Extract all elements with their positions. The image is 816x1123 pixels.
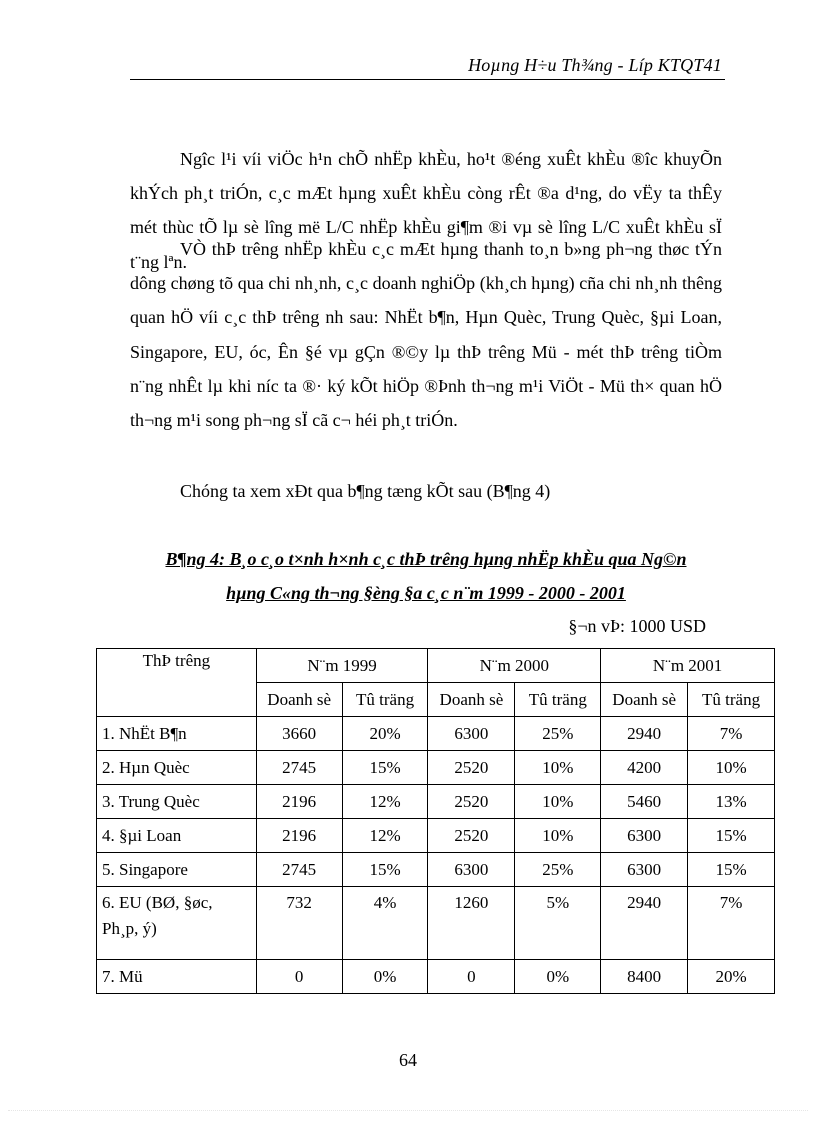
cell-value: 10% <box>515 751 601 785</box>
market-table <box>96 648 775 994</box>
cell-value: 13% <box>688 785 775 819</box>
subheader-share: Tû träng <box>688 683 775 717</box>
table-caption-line2: hµng C«ng th¬ng §èng §a c¸c n¨m 1999 - 2000 - 2001 <box>226 583 626 603</box>
cell-value: 7% <box>688 717 775 751</box>
table-header-row <box>97 649 775 683</box>
table-row <box>97 960 775 994</box>
cell-value: 10% <box>688 751 775 785</box>
cell-value: 2745 <box>256 853 342 887</box>
row-market: 1. NhËt B¶n <box>97 717 257 751</box>
cell-value: 15% <box>688 853 775 887</box>
header-year-1999: N¨m 1999 <box>256 649 428 683</box>
cell-value: 2520 <box>428 785 515 819</box>
row-market <box>97 887 257 960</box>
header-divider <box>130 79 725 80</box>
row-market: 4. §µi Loan <box>97 819 257 853</box>
row-market: 2. Hµn Quèc <box>97 751 257 785</box>
paragraph-2: VÒ thÞ trêng nhËp khÈu c¸c mÆt hµng thanh to¸n b»ng ph¬ng thøc tÝn dông chøng tõ qua chi nh¸nh, c¸c doanh nghiÖp (kh¸ch hµng) cña chi nh¸nh thêng quan hÖ víi c¸c thÞ trêng nh sau: NhËt b¶n, Hµn Quèc, Trung Quèc, §µi Loan, Singapore, EU, óc, Ên §é vµ gÇn ®©y lµ thÞ trêng Mü - mét thÞ trêng tiÒm n¨ng nhÊt lµ khi níc ta ®· ký kÕt hiÖp ®Þnh th¬ng m¹i ViÖt - Mü th× quan hÖ th¬ng m¹i song ph¬ng sÏ cã c¬ héi ph¸t triÓn. <box>130 239 722 431</box>
cell-value: 12% <box>342 819 428 853</box>
subheader-sales: Doanh sè <box>601 683 688 717</box>
table-row <box>97 853 775 887</box>
table-caption <box>98 542 754 610</box>
subheader-sales: Doanh sè <box>428 683 515 717</box>
cell-value: 10% <box>515 819 601 853</box>
cell-value: 25% <box>515 717 601 751</box>
cell-value: 6300 <box>601 853 688 887</box>
cell-value: 4% <box>342 887 428 960</box>
cell-value: 2520 <box>428 751 515 785</box>
cell-value: 2745 <box>256 751 342 785</box>
cell-value: 6300 <box>428 717 515 751</box>
cell-value: 7% <box>688 887 775 960</box>
cell-value: 20% <box>688 960 775 994</box>
cell-value: 2196 <box>256 785 342 819</box>
cell-value: 20% <box>342 717 428 751</box>
page-number: 64 <box>399 1050 417 1070</box>
cell-value: 15% <box>342 751 428 785</box>
row-market: 5. Singapore <box>97 853 257 887</box>
cell-value: 6300 <box>428 853 515 887</box>
row-market-line1: 6. EU (BØ, §øc, <box>102 893 213 912</box>
row-market: 7. Mü <box>97 960 257 994</box>
cell-value: 0% <box>515 960 601 994</box>
cell-value: 0 <box>256 960 342 994</box>
cell-value: 5% <box>515 887 601 960</box>
table-caption-line1: B¶ng 4: B¸o c¸o t×nh h×nh c¸c thÞ trêng hµng nhËp khÈu qua Ng©n <box>165 549 687 569</box>
unit-label: §¬n vÞ: 1000 USD <box>568 616 706 636</box>
table-row <box>97 887 775 960</box>
paragraph-1: Ngîc l¹i víi viÖc h¹n chÕ nhËp khÈu, ho¹t ®éng xuÊt khÈu ®îc khuyÕn khÝch ph¸t triÓn, c¸c mÆt hµng xuÊt khÈu còng rÊt ®a d¹ng, do vËy ta thÊy mét thùc tÕ lµ sè lîng më L/C nhËp khÈu gi¶m ®i vµ sè lîng L/C xuÊt khÈu sÏ t¨ng lªn. <box>130 149 722 272</box>
cell-value: 10% <box>515 785 601 819</box>
cell-value: 15% <box>688 819 775 853</box>
cell-value: 2940 <box>601 717 688 751</box>
cell-value: 25% <box>515 853 601 887</box>
page-header: Hoµng H÷u Th¾ng - Líp KTQT41 <box>468 55 722 75</box>
cell-value: 0% <box>342 960 428 994</box>
cell-value: 732 <box>256 887 342 960</box>
header-year-2001: N¨m 2001 <box>601 649 775 683</box>
subheader-share: Tû träng <box>515 683 601 717</box>
cell-value: 5460 <box>601 785 688 819</box>
cell-value: 4200 <box>601 751 688 785</box>
table-row <box>97 717 775 751</box>
cell-value: 6300 <box>601 819 688 853</box>
cell-value: 2520 <box>428 819 515 853</box>
cell-value: 2940 <box>601 887 688 960</box>
table-row <box>97 785 775 819</box>
paragraph-3: Chóng ta xem xÐt qua b¶ng tæng kÕt sau (B¶ng 4) <box>180 481 551 501</box>
footer-divider <box>8 1110 808 1111</box>
cell-value: 3660 <box>256 717 342 751</box>
cell-value: 0 <box>428 960 515 994</box>
cell-value: 1260 <box>428 887 515 960</box>
cell-value: 15% <box>342 853 428 887</box>
cell-value: 2196 <box>256 819 342 853</box>
header-year-2000: N¨m 2000 <box>428 649 601 683</box>
subheader-share: Tû träng <box>342 683 428 717</box>
table-row <box>97 819 775 853</box>
row-market: 3. Trung Quèc <box>97 785 257 819</box>
subheader-sales: Doanh sè <box>256 683 342 717</box>
row-market-line2: Ph¸p, ý) <box>102 919 157 938</box>
header-market: ThÞ trêng <box>97 649 257 717</box>
cell-value: 8400 <box>601 960 688 994</box>
cell-value: 12% <box>342 785 428 819</box>
table-row <box>97 751 775 785</box>
